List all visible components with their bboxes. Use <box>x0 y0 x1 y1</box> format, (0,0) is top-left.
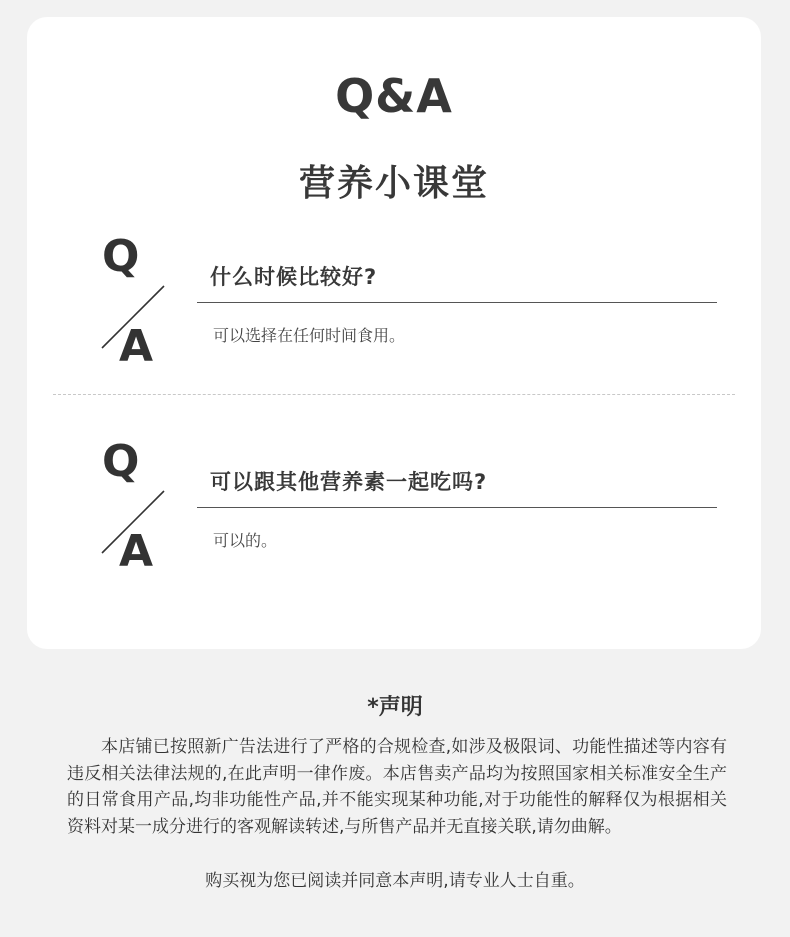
question-text: 可以跟其他营养素一起吃吗? <box>210 470 488 494</box>
qa-item <box>27 437 761 587</box>
qa-subtitle: 营养小课堂 <box>298 163 489 204</box>
a-letter: A <box>119 321 154 372</box>
q-letter: Q <box>102 436 140 487</box>
qa-item <box>27 232 761 382</box>
question-text: 什么时候比较好? <box>210 265 378 289</box>
a-letter: A <box>119 526 154 577</box>
answer-text: 可以选择在任何时间食用。 <box>213 326 406 345</box>
question-underline <box>197 507 717 508</box>
qa-card <box>27 17 761 649</box>
dashed-divider <box>53 394 735 395</box>
disclaimer-body: 本店铺已按照新广告法进行了严格的合规检查,如涉及极限词、功能性描述等内容有违反相关法律法规的,在此声明一律作废。本店售卖产品均为按照国家相关标准安全生产的日常食用产品,均非功能性产品,并不能实现某种功能,对于功能性的解释仅为根据相关资料对某一成分进行的客观解读转述,与所售产品并无直接关联,请勿曲解。 <box>67 737 727 837</box>
disclaimer-title: *声明 <box>367 695 423 720</box>
disclaimer-footer: 购买视为您已阅读并同意本声明,请专业人士自重。 <box>205 871 585 891</box>
qa-title: Q&A <box>335 69 453 123</box>
question-underline <box>197 302 717 303</box>
q-letter: Q <box>102 231 140 282</box>
answer-text: 可以的。 <box>213 531 278 550</box>
